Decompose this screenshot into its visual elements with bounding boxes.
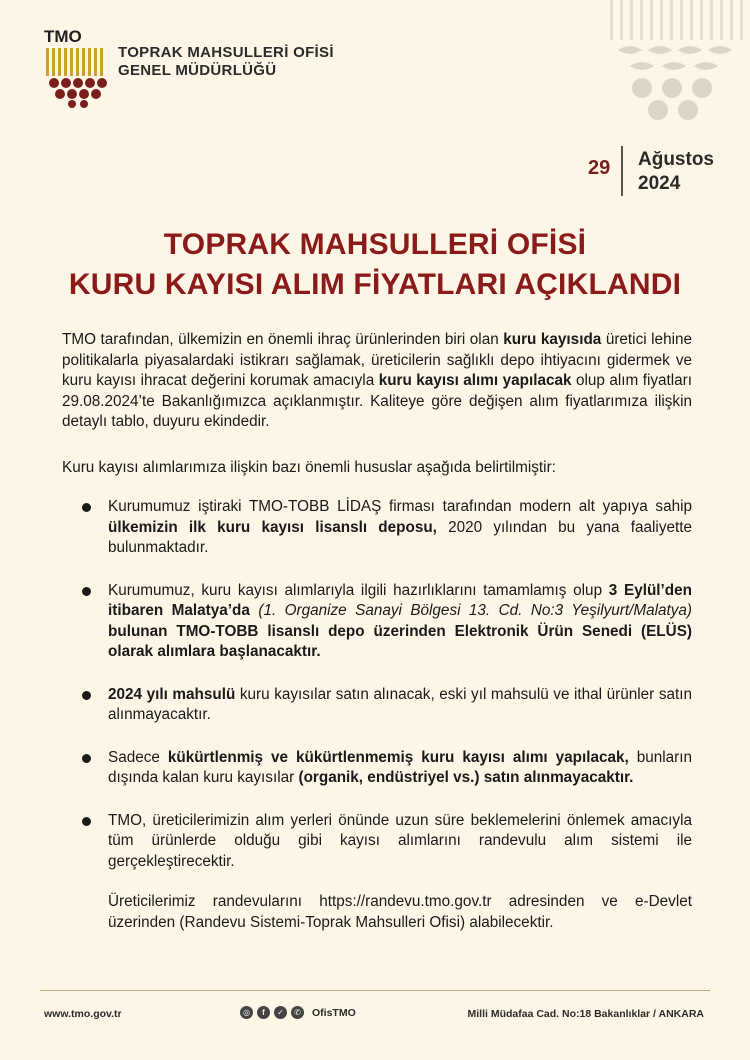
points-intro: Kuru kayısı alımlarımıza ilişkin bazı önemli hususlar aşağıda belirtilmiştir: [62,459,556,476]
whatsapp-icon[interactable]: ✆ [291,1006,304,1019]
date-month-year [638,148,714,196]
bullet-dot-icon [82,691,91,700]
org-name-line2: GENEL MÜDÜRLÜĞÜ [118,62,277,79]
bullet-item [62,685,692,726]
logo-wordmark: TMO [44,28,82,46]
text-run: TMO tarafından, ülkemizin en önemli ihraç ürünlerinden biri olan [62,331,504,348]
title-line1: TOPRAK MAHSULLERİ OFİSİ [163,228,587,261]
appointment-paragraph: Üreticilerimiz randevularını https://randevu.tmo.gov.tr adresinden ve e-Devlet üzerinden (Randevu Sistemi-Toprak Mahsulleri Ofisi) alabilecektir. [108,893,692,931]
wheat-decoration [600,0,750,130]
bold-run: bulunan TMO-TOBB lisanslı depo üzerinden Elektronik Ürün Senedi (ELÜS) olarak alımlara başlanacaktır. [108,622,692,660]
organization-name [118,44,334,80]
bold-run: 2024 yılı mahsulü [108,685,236,703]
bullet-text [108,686,692,724]
bullet-dot-icon [82,817,91,826]
bullet-dot-icon [82,587,91,596]
text-run: Sadece [108,748,168,766]
date-divider [621,146,623,196]
date-year: 2024 [638,173,681,194]
press-release-title [0,225,750,305]
bullet-item [62,497,692,559]
bold-run: kükürtlenmiş ve kükürtlenmemiş kuru kayısı alımı yapılacak, [167,748,629,766]
intro-paragraph [62,330,692,433]
bold-run: (organik, endüstriyel vs.) satın alınmayacaktır. [298,769,634,786]
org-name-line1: TOPRAK MAHSULLERİ OFİSİ [118,44,334,61]
twitter-icon[interactable]: ✓ [274,1006,287,1019]
bullet-dot-icon [82,754,91,763]
text-run: Kurumumuz iştiraki TMO-TOBB LİDAŞ firması tarafından modern alt yapıya sahip [108,498,692,515]
bullet-item [62,811,692,873]
text-run: kuru kayısılar satın alınacak, eski yıl mahsulü ve ithal ürünler satın alınmayacaktır. [108,685,692,723]
bullet-text [108,749,692,787]
bullet-text [108,812,692,870]
bold-run: kuru kayısı alımı yapılacak [378,372,572,389]
footer-divider [40,990,710,991]
address: Milli Müdafaa Cad. No:18 Bakanlıklar / ANKARA [467,1008,704,1020]
bold-run: 3 Eylül’den itibaren Malatya’da [108,581,692,619]
italic-run: (1. Organize Sanayi Bölgesi 13. Cd. No:3 Yeşilyurt/Malatya) [258,602,693,619]
social-handle[interactable]: OfisTMO [312,1006,356,1019]
bullet-text [108,498,692,556]
text-run: üretici lehine politikalarla piyasalardaki istikrarı sağlamak, üreticilerin sağlıklı depo ihtiyacını gidermek ve kuru kayısı ihracat değerini korumak amacıyla [62,331,692,389]
text-run: olup alım fiyatları 29.08.2024’te Bakanlığımızca açıklanmıştır. Kaliteye göre değişen alım fiyatlarımıza ilişkin detaylı tablo, duyuru ekindedir. [62,372,693,430]
bullet-item [62,581,692,663]
social-links [240,1006,356,1019]
bullet-item [62,748,692,789]
bold-run: ülkemizin ilk kuru kayısı lisanslı deposu, [108,518,437,536]
text-run: Kurumumuz, kuru kayısı alımlarıyla ilgili hazırlıklarını tamamlamış olup [108,581,609,599]
date-month: Ağustos [638,149,714,170]
text-run: bunların dışında kalan kuru kayısılar [108,748,693,786]
bullet-list [62,497,692,933]
instagram-icon[interactable]: ◎ [240,1006,253,1019]
facebook-icon[interactable]: f [257,1006,270,1019]
title-line2: KURU KAYISI ALIM FİYATLARI AÇIKLANDI [68,268,682,301]
bullet-dot-icon [82,503,91,512]
bullet-text [108,582,692,661]
text-run: TMO, üreticilerimizin alım yerleri önünde uzun süre beklemelerini önlemek amacıyla tüm ürünlerde olduğu gibi kayısı alımlarını randevulu alım sistemi ile gerçekleştirecektir. [108,811,692,870]
date-day: 29 [588,157,611,179]
text-run: 2020 yılından bu yana faaliyette bulunmaktadır. [108,518,692,556]
website-link[interactable]: www.tmo.gov.tr [44,1008,122,1020]
tmo-logo [44,28,110,108]
bold-run: kuru kayısıda [503,331,602,348]
